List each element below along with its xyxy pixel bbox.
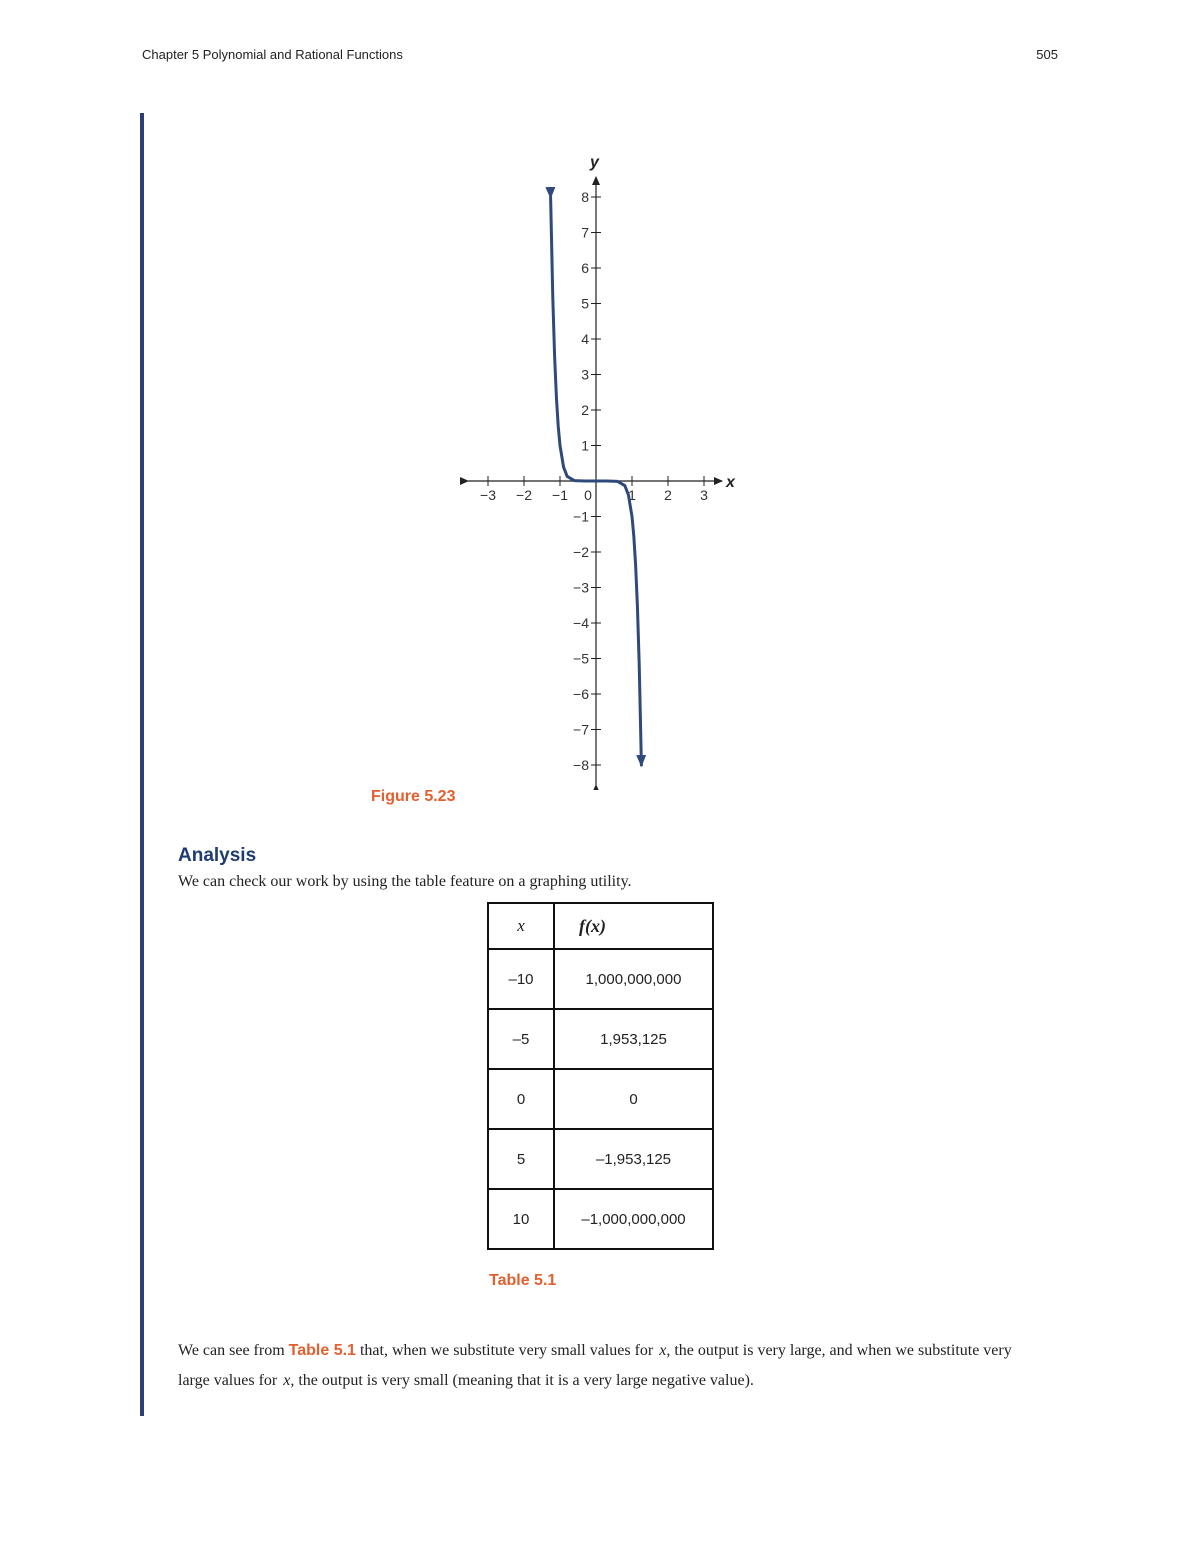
table-header-row	[488, 903, 713, 949]
cell-x: 5	[488, 1129, 554, 1189]
y-tick-label: 4	[581, 331, 589, 347]
cell-x: 10	[488, 1189, 554, 1249]
cell-fx: –1,953,125	[554, 1129, 713, 1189]
cell-x: –10	[488, 949, 554, 1009]
cell-x: 0	[488, 1069, 554, 1129]
y-tick-label: −1	[573, 508, 589, 525]
cell-fx: 0	[554, 1069, 713, 1129]
x-tick-label: 1	[628, 487, 636, 503]
chapter-title: Chapter 5 Polynomial and Rational Functions	[142, 47, 403, 62]
y-tick-label: 7	[581, 224, 589, 241]
y-tick-label: 8	[581, 189, 589, 205]
cell-x: –5	[488, 1009, 554, 1069]
math-var-x: x,	[659, 1342, 671, 1359]
values-table	[487, 902, 714, 1250]
y-tick-label: −7	[573, 721, 589, 738]
y-axis-label: y	[590, 154, 599, 171]
body-paragraph	[178, 1336, 1038, 1396]
table-caption: Table 5.1	[489, 1272, 557, 1289]
cell-fx: 1,953,125	[554, 1009, 713, 1069]
y-tick-label: −2	[573, 544, 589, 560]
y-tick-label: 2	[581, 402, 589, 418]
header-x: x	[488, 903, 554, 949]
cell-fx: –1,000,000,000	[554, 1189, 713, 1249]
y-tick-label: −4	[573, 615, 589, 631]
analysis-heading: Analysis	[178, 845, 257, 866]
table-row	[488, 1069, 713, 1129]
y-tick-label: 3	[581, 366, 589, 383]
para-text-4: the output is very small (meaning that it is a very large negative value).	[298, 1372, 754, 1389]
table-row	[488, 1009, 713, 1069]
x-tick-label: −3	[480, 487, 496, 503]
math-var-x: x,	[283, 1372, 295, 1389]
x-tick-label: −2	[516, 487, 532, 503]
header-fx: f(x)	[554, 903, 713, 949]
function-graph	[430, 150, 780, 790]
para-text-3: the output is very large, and when we substitute very large values for	[178, 1342, 1012, 1389]
cell-fx: 1,000,000,000	[554, 949, 713, 1009]
analysis-text: We can check our work by using the table feature on a graphing utility.	[178, 873, 632, 890]
table-link[interactable]: Table 5.1	[288, 1342, 356, 1359]
x-axis-label: x	[726, 474, 735, 491]
y-tick-label: −5	[573, 650, 589, 667]
x-tick-label: 3	[700, 487, 708, 503]
y-tick-label: 6	[581, 260, 589, 276]
running-head	[142, 47, 1058, 67]
table-row	[488, 949, 713, 1009]
page-number: 505	[1036, 47, 1058, 62]
table-row	[488, 1129, 713, 1189]
y-tick-label: 5	[581, 295, 589, 312]
para-text-2: that, when we substitute very small values for	[355, 1342, 658, 1359]
y-tick-label: 1	[581, 437, 589, 454]
y-tick-label: −3	[573, 579, 589, 596]
y-tick-label: −6	[573, 686, 589, 702]
figure-caption: Figure 5.23	[371, 788, 456, 805]
table-row	[488, 1189, 713, 1249]
x-tick-label: −1	[552, 487, 568, 503]
para-text-1: We can see from	[178, 1342, 289, 1359]
x-tick-label: 2	[664, 487, 672, 503]
side-rule	[140, 113, 144, 1416]
x-tick-label: 0	[584, 487, 592, 503]
y-tick-label: −8	[573, 757, 589, 773]
